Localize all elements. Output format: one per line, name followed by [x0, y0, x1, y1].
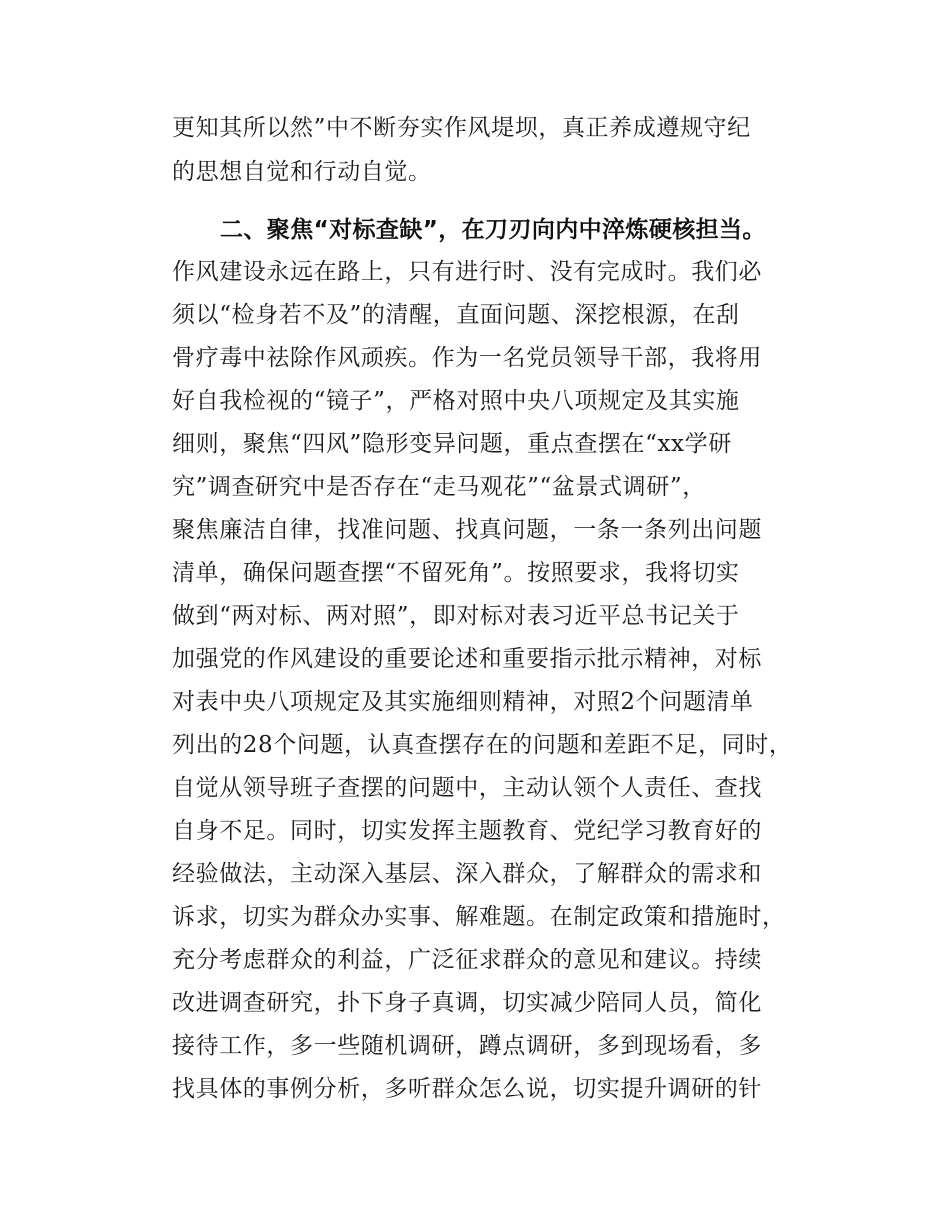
- intro-line-2: 的思想自觉和行动自觉。: [172, 159, 432, 185]
- body-line-18: 改进调查研究，扑下身子真调，切实减少陪同人员，简化: [172, 990, 762, 1016]
- body-line-8: 清单，确保问题查摆“不留死角”。按照要求，我将切实: [172, 560, 740, 586]
- body-line-4: 好自我检视的“镜子”，严格对照中央八项规定及其实施: [172, 388, 740, 414]
- body-line-16: 诉求，切实为群众办实事、解难题。在制定政策和措施时，: [172, 904, 786, 930]
- body-line-9: 做到“两对标、两对照”，即对标对表习近平总书记关于: [172, 603, 740, 629]
- body-line-14: 自身不足。同时，切实发挥主题教育、党纪学习教育好的: [172, 818, 762, 844]
- body-line-13: 自觉从领导班子查摆的问题中，主动认领个人责任、查找: [172, 775, 762, 801]
- body-line-6: 究”调查研究中是否存在“走马观花”“盆景式调研”，: [172, 474, 706, 500]
- body-line-17: 充分考虑群众的利益，广泛征求群众的意见和建议。持续: [172, 947, 762, 973]
- body-line-5: 细则，聚焦“四风”隐形变异问题，重点查摆在“xx学研: [172, 431, 732, 457]
- body-line-15: 经验做法，主动深入基层、深入群众，了解群众的需求和: [172, 861, 762, 887]
- body-line-11: 对表中央八项规定及其实施细则精神，对照2个问题清单: [172, 689, 754, 715]
- body-line-7: 聚焦廉洁自律，找准问题、找真问题，一条一条列出问题: [172, 517, 762, 543]
- body-line-1: 作风建设永远在路上，只有进行时、没有完成时。我们必: [172, 259, 762, 285]
- body-line-19: 接待工作，多一些随机调研，蹲点调研，多到现场看，多: [172, 1033, 762, 1059]
- body-line-10: 加强党的作风建设的重要论述和重要指示批示精神，对标: [172, 646, 762, 672]
- section-heading: 二、聚焦“对标查缺”，在刀刃向内中淬炼硬核担当。: [220, 217, 766, 243]
- body-line-3: 骨疗毒中祛除作风顽疾。作为一名党员领导干部，我将用: [172, 345, 762, 371]
- intro-line-1: 更知其所以然”中不断夯实作风堤坝，真正养成遵规守纪: [172, 115, 751, 141]
- body-line-2: 须以“检身若不及”的清醒，直面问题、深挖根源，在刮: [172, 302, 740, 328]
- body-line-12: 列出的28个问题，认真查摆存在的问题和差距不足，同时，: [172, 732, 793, 758]
- body-line-20: 找具体的事例分析，多听群众怎么说，切实提升调研的针: [172, 1076, 762, 1102]
